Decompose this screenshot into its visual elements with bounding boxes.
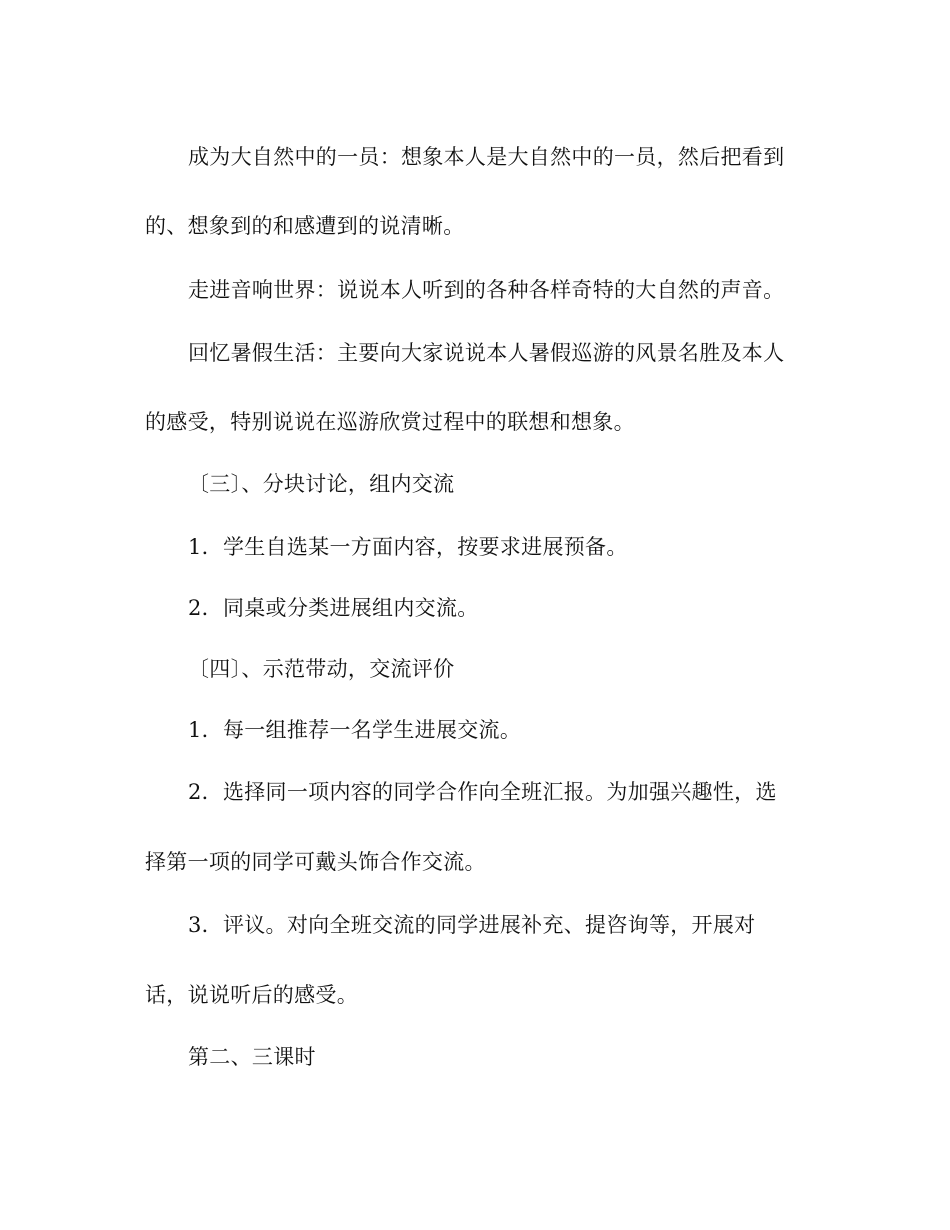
paragraph-line: 话，说说听后的感受。	[145, 983, 358, 1007]
list-item: 1．学生自选某一方面内容，按要求进展预备。	[188, 535, 628, 559]
paragraph-line: 走进音响世界：说说本人听到的各种各样奇特的大自然的声音。	[188, 278, 785, 302]
section-heading: 〔三〕、分块讨论，组内交流	[188, 472, 455, 496]
list-item: 1．每一组推荐一名学生进展交流。	[188, 718, 522, 742]
list-item: 2．同桌或分类进展组内交流。	[188, 596, 479, 620]
paragraph-line: 的感受，特别说说在巡游欣赏过程中的联想和想象。	[145, 410, 635, 434]
paragraph-line: 回忆暑假生活：主要向大家说说本人暑假巡游的风景名胜及本人	[188, 341, 785, 365]
list-item: 3．评议。对向全班交流的同学进展补充、提咨询等，开展对	[188, 913, 756, 937]
paragraph-line: 择第一项的同学可戴头饰合作交流。	[145, 850, 486, 874]
paragraph-line: 的、想象到的和感遭到的说清晰。	[145, 214, 465, 238]
section-heading: 〔四〕、示范带动，交流评价	[188, 657, 455, 681]
list-item: 2．选择同一项内容的同学合作向全班汇报。为加强兴趣性，选	[188, 780, 777, 804]
section-heading: 第二、三课时	[188, 1045, 316, 1069]
paragraph-line: 成为大自然中的一员：想象本人是大自然中的一员，然后把看到	[188, 145, 785, 169]
